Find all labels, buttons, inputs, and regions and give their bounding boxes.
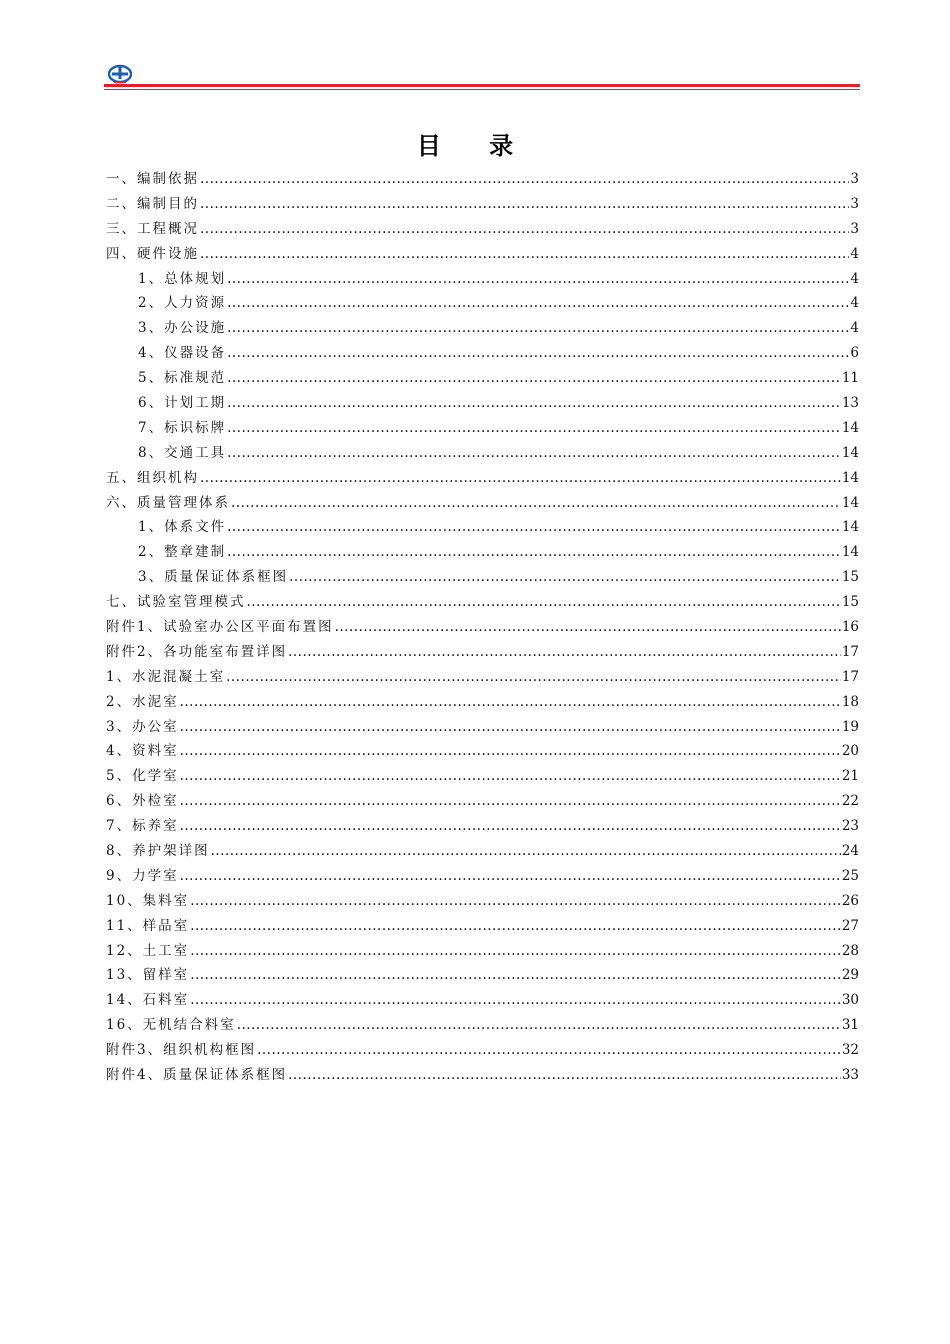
toc-leader-dots <box>227 267 849 292</box>
toc-entry-page: 15 <box>841 569 859 586</box>
header-rule-thick <box>104 84 860 87</box>
toc-title: 目 录 <box>416 132 534 160</box>
toc-entry-label: 12、土工室 <box>106 942 190 959</box>
toc-leader-dots <box>200 167 849 192</box>
toc-entry[interactable] <box>106 889 859 914</box>
toc-entry-page: 3 <box>850 220 859 237</box>
toc-entry[interactable] <box>106 814 859 839</box>
toc-entry[interactable] <box>106 739 859 764</box>
toc-entry[interactable] <box>106 217 859 242</box>
toc-entry-page: 32 <box>841 1042 859 1059</box>
toc-entry-page: 14 <box>841 419 859 436</box>
toc-entry[interactable] <box>106 789 859 814</box>
toc-entry[interactable] <box>106 391 859 416</box>
toc-entry[interactable] <box>106 192 859 217</box>
toc-leader-dots <box>257 1038 841 1063</box>
toc-entry-page: 23 <box>841 818 859 835</box>
toc-entry-label: 六、质量管理体系 <box>106 494 230 511</box>
toc-entry-label: 7、标养室 <box>106 818 179 835</box>
toc-entry-page: 31 <box>841 1017 859 1034</box>
toc-leader-dots <box>227 391 841 416</box>
toc-entry[interactable] <box>106 1063 859 1088</box>
toc-entry-page: 14 <box>841 519 859 536</box>
toc-entry[interactable] <box>106 540 859 565</box>
toc-entry-page: 4 <box>850 245 859 262</box>
toc-entry[interactable] <box>106 640 859 665</box>
toc-entry-label: 13、留样室 <box>106 967 190 984</box>
toc-leader-dots <box>190 988 841 1013</box>
toc-leader-dots <box>227 416 841 441</box>
toc-leader-dots <box>289 565 841 590</box>
toc-entry[interactable] <box>106 267 859 292</box>
toc-leader-dots <box>227 341 849 366</box>
toc-entry-label: 二、编制目的 <box>106 195 199 212</box>
toc-entry[interactable] <box>106 839 859 864</box>
toc-entry[interactable] <box>106 416 859 441</box>
toc-leader-dots <box>180 739 841 764</box>
toc-entry-page: 11 <box>841 370 859 387</box>
toc-entry-page: 19 <box>841 718 859 735</box>
toc-entry-page: 17 <box>841 668 859 685</box>
toc-entry-label: 2、整章建制 <box>138 544 227 561</box>
toc-entry-label: 附件1、试验室办公区平面布置图 <box>106 619 334 636</box>
toc-leader-dots <box>211 839 841 864</box>
toc-entry-page: 6 <box>850 345 859 362</box>
toc-entry-label: 14、石料室 <box>106 992 190 1009</box>
toc-leader-dots <box>180 864 841 889</box>
toc-leader-dots <box>335 615 841 640</box>
toc-entry-label: 1、水泥混凝土室 <box>106 668 226 685</box>
toc-entry-page: 16 <box>841 619 859 636</box>
toc-entry-page: 14 <box>841 494 859 511</box>
toc-entry[interactable] <box>106 466 859 491</box>
toc-leader-dots <box>190 939 841 964</box>
toc-leader-dots <box>180 814 841 839</box>
toc-entry-label: 附件4、质量保证体系框图 <box>106 1067 288 1084</box>
toc-entry-page: 3 <box>850 170 859 187</box>
toc-entry-page: 22 <box>841 793 859 810</box>
toc-entry-label: 6、计划工期 <box>138 395 227 411</box>
toc-leader-dots <box>200 466 841 491</box>
toc-entry-label: 三、工程概况 <box>106 220 199 237</box>
toc-entry-page: 30 <box>841 992 859 1009</box>
toc-entry[interactable] <box>106 491 859 516</box>
toc-leader-dots <box>227 366 841 391</box>
toc-entry-page: 27 <box>841 917 859 934</box>
toc-entry-label: 9、力学室 <box>106 867 179 884</box>
toc-entry[interactable] <box>106 615 859 640</box>
toc-entry-label: 16、无机结合料室 <box>106 1017 236 1034</box>
toc-entry-label: 一、编制依据 <box>106 170 199 187</box>
toc-entry-page: 14 <box>841 444 859 461</box>
toc-entry-page: 14 <box>841 469 859 486</box>
toc-entry[interactable] <box>106 964 859 989</box>
toc-leader-dots <box>227 441 841 466</box>
toc-entry[interactable] <box>106 441 859 466</box>
toc-leader-dots <box>180 789 841 814</box>
toc-entry-page: 28 <box>841 942 859 959</box>
toc-entry-page: 14 <box>841 544 859 561</box>
toc-entry-label: 2、水泥室 <box>106 693 179 710</box>
toc-entry[interactable] <box>106 565 859 590</box>
toc-entry-page: 20 <box>841 743 859 760</box>
toc-entry-page: 21 <box>841 768 859 785</box>
toc-entry[interactable] <box>106 291 859 316</box>
toc-entry-page: 26 <box>841 892 859 909</box>
toc-entry-page: 18 <box>841 693 859 710</box>
toc-entry[interactable] <box>106 665 859 690</box>
toc-leader-dots <box>227 316 849 341</box>
toc-leader-dots <box>227 515 841 540</box>
toc-entry-label: 1、体系文件 <box>138 519 227 536</box>
toc-entry[interactable] <box>106 988 859 1013</box>
toc-entry-label: 1、总体规划 <box>138 270 227 287</box>
toc-leader-dots <box>226 665 841 690</box>
toc-entry-label: 8、养护架详图 <box>106 843 210 860</box>
toc-leader-dots <box>200 217 849 242</box>
toc-entry[interactable] <box>106 864 859 889</box>
toc-leader-dots <box>180 690 841 715</box>
toc-entry-page: 15 <box>841 594 859 611</box>
toc-entry[interactable] <box>106 1038 859 1063</box>
toc-entry[interactable] <box>106 341 859 366</box>
toc-entry-page: 4 <box>850 295 859 312</box>
toc-entry-label: 3、办公室 <box>106 718 179 735</box>
toc-entry-label: 4、仪器设备 <box>138 345 227 362</box>
toc-leader-dots <box>237 1013 841 1038</box>
toc-leader-dots <box>227 291 849 316</box>
toc-entry-label: 3、质量保证体系框图 <box>138 569 289 586</box>
toc-entry[interactable] <box>106 939 859 964</box>
toc-entry-label: 七、试验室管理模式 <box>106 594 246 611</box>
toc-leader-dots <box>200 192 849 217</box>
toc-entry-label: 10、集料室 <box>106 892 190 909</box>
toc-entry-label: 6、外检室 <box>106 793 179 810</box>
toc-entry-label: 5、标准规范 <box>138 370 227 387</box>
toc-entry-label: 五、组织机构 <box>106 469 199 486</box>
toc-leader-dots <box>190 963 841 988</box>
toc-leader-dots <box>190 914 841 939</box>
toc-entry-label: 附件3、组织机构框图 <box>106 1042 257 1059</box>
toc-entry-label: 四、硬件设施 <box>106 245 199 262</box>
toc-entry-page: 4 <box>850 270 859 287</box>
toc-leader-dots <box>190 889 841 914</box>
toc-entry-label: 附件2、各功能室布置详图 <box>106 643 288 660</box>
toc-leader-dots <box>180 764 841 789</box>
toc-entry[interactable] <box>106 1013 859 1038</box>
toc-leader-dots <box>247 590 841 615</box>
company-logo-icon <box>108 64 132 86</box>
toc-entry-label: 11、样品室 <box>106 917 190 934</box>
toc-entry[interactable] <box>106 764 859 789</box>
toc-entry[interactable] <box>106 914 859 939</box>
toc-entry-page: 13 <box>841 395 859 411</box>
toc-entry-label: 8、交通工具 <box>138 444 227 461</box>
toc-leader-dots <box>227 540 841 565</box>
toc-entry-page: 29 <box>841 967 859 984</box>
toc-entry-page: 33 <box>841 1067 859 1084</box>
toc-entry-label: 3、办公设施 <box>138 320 227 337</box>
toc-leader-dots <box>231 491 841 516</box>
toc-entry[interactable] <box>106 167 859 192</box>
toc-entry-label: 7、标识标牌 <box>138 419 227 436</box>
toc-leader-dots <box>180 715 841 740</box>
toc-entry[interactable] <box>106 715 859 740</box>
header-rule-thin <box>104 89 860 90</box>
toc-entry[interactable] <box>106 366 859 391</box>
toc-entry[interactable] <box>106 515 859 540</box>
toc-entry-label: 4、资料室 <box>106 743 179 760</box>
table-of-contents <box>106 167 859 1088</box>
toc-entry[interactable] <box>106 590 859 615</box>
toc-entry-label: 2、人力资源 <box>138 295 227 312</box>
toc-entry-page: 25 <box>841 867 859 884</box>
toc-leader-dots <box>288 1063 841 1088</box>
toc-entry-page: 3 <box>850 195 859 212</box>
toc-leader-dots <box>288 640 841 665</box>
toc-entry[interactable] <box>106 242 859 267</box>
toc-entry-label: 5、化学室 <box>106 768 179 785</box>
toc-entry[interactable] <box>106 316 859 341</box>
toc-entry-page: 17 <box>841 643 859 660</box>
toc-entry-page: 4 <box>850 320 859 337</box>
toc-entry-page: 24 <box>841 843 859 860</box>
toc-entry[interactable] <box>106 690 859 715</box>
toc-leader-dots <box>200 242 849 267</box>
